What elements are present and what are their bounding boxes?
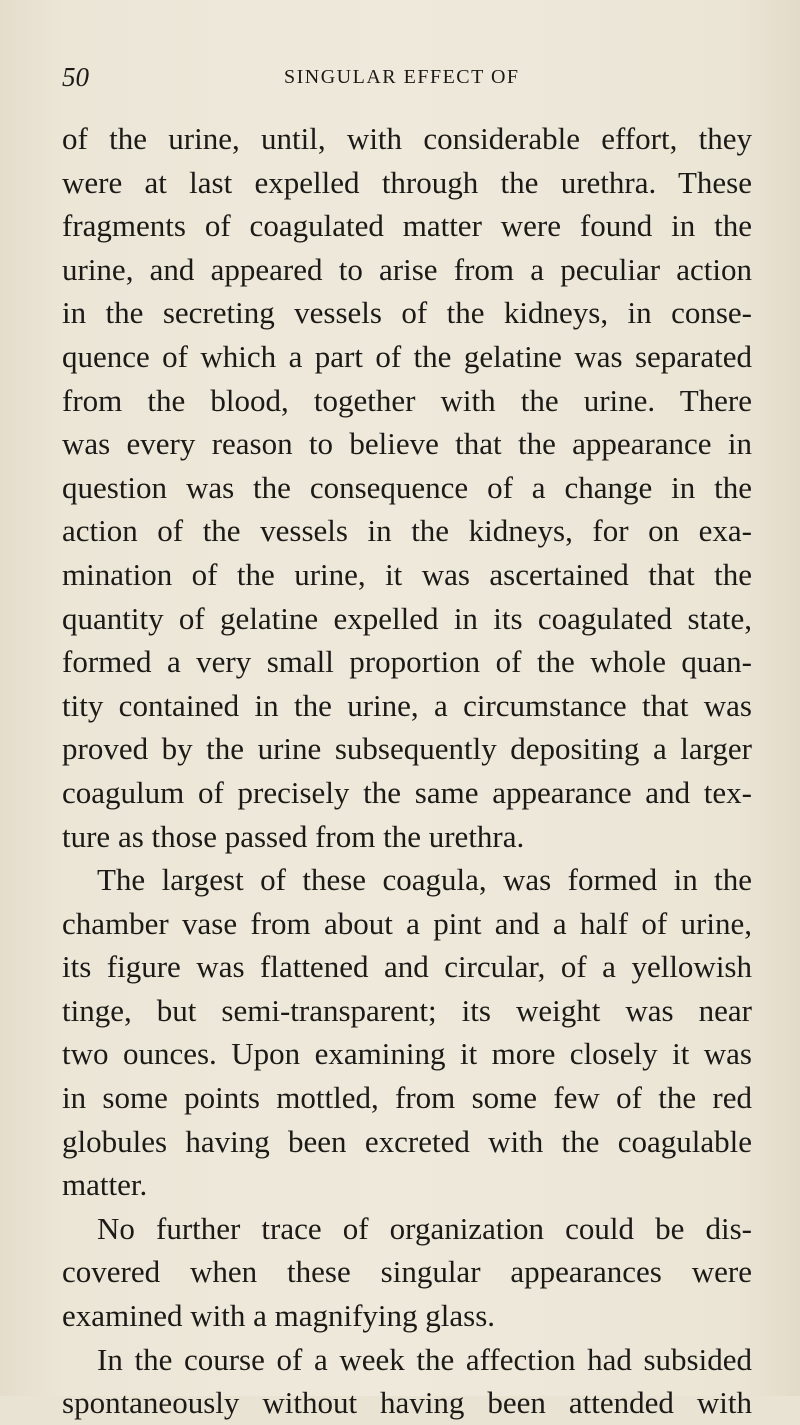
text-line: were at last expelled through the urethra. These bbox=[62, 164, 752, 200]
text-line: quence of which a part of the gelatine was separated bbox=[62, 338, 752, 374]
text-line: matter. bbox=[62, 1167, 148, 1203]
running-title: SINGULAR EFFECT OF bbox=[284, 66, 520, 88]
text-line: coagulum of precisely the same appearance and tex- bbox=[62, 774, 752, 810]
text-line: from the blood, together with the urine. There bbox=[62, 382, 752, 418]
text-line: fragments of coagulated matter were found in the bbox=[62, 208, 752, 244]
text-line: proved by the urine subsequently depositing a larger bbox=[62, 731, 752, 767]
text-line: its figure was flattened and circular, of a yellowish bbox=[62, 949, 752, 985]
text-line: was every reason to believe that the appearance in bbox=[62, 426, 752, 462]
text-line: No further trace of organization could be dis- bbox=[97, 1210, 752, 1246]
text-line: spontaneously without having been attended with bbox=[62, 1385, 752, 1421]
body-text bbox=[62, 117, 752, 1425]
text-line: In the course of a week the affection had subsided bbox=[97, 1341, 752, 1377]
text-line: formed a very small proportion of the whole quan- bbox=[62, 644, 752, 680]
text-line: question was the consequence of a change in the bbox=[62, 469, 752, 505]
text-line: globules having been excreted with the coagulable bbox=[62, 1123, 752, 1159]
page-number: 50 bbox=[62, 62, 89, 92]
text-line: in some points mottled, from some few of the red bbox=[62, 1080, 752, 1116]
text-line: The largest of these coagula, was formed in the bbox=[97, 862, 752, 898]
text-line: chamber vase from about a pint and a half of urine, bbox=[62, 905, 752, 941]
text-line: quantity of gelatine expelled in its coagulated state, bbox=[62, 600, 752, 636]
text-line: tity contained in the urine, a circumstance that was bbox=[62, 687, 752, 723]
running-head bbox=[62, 62, 762, 94]
text-line: of the urine, until, with considerable effort, they bbox=[62, 121, 752, 156]
text-line: mination of the urine, it was ascertained that the bbox=[62, 556, 752, 592]
text-line: examined with a magnifying glass. bbox=[62, 1298, 496, 1334]
text-line: covered when these singular appearances were bbox=[62, 1254, 752, 1290]
text-line: urine, and appeared to arise from a peculiar action bbox=[62, 251, 752, 287]
text-line: action of the vessels in the kidneys, for on exa- bbox=[62, 513, 752, 549]
text-line: ture as those passed from the urethra. bbox=[62, 818, 525, 854]
text-line: tinge, but semi-transparent; its weight was near bbox=[62, 992, 752, 1028]
text-line: two ounces. Upon examining it more closely it was bbox=[62, 1036, 752, 1072]
text-line: in the secreting vessels of the kidneys, in conse- bbox=[62, 295, 752, 331]
